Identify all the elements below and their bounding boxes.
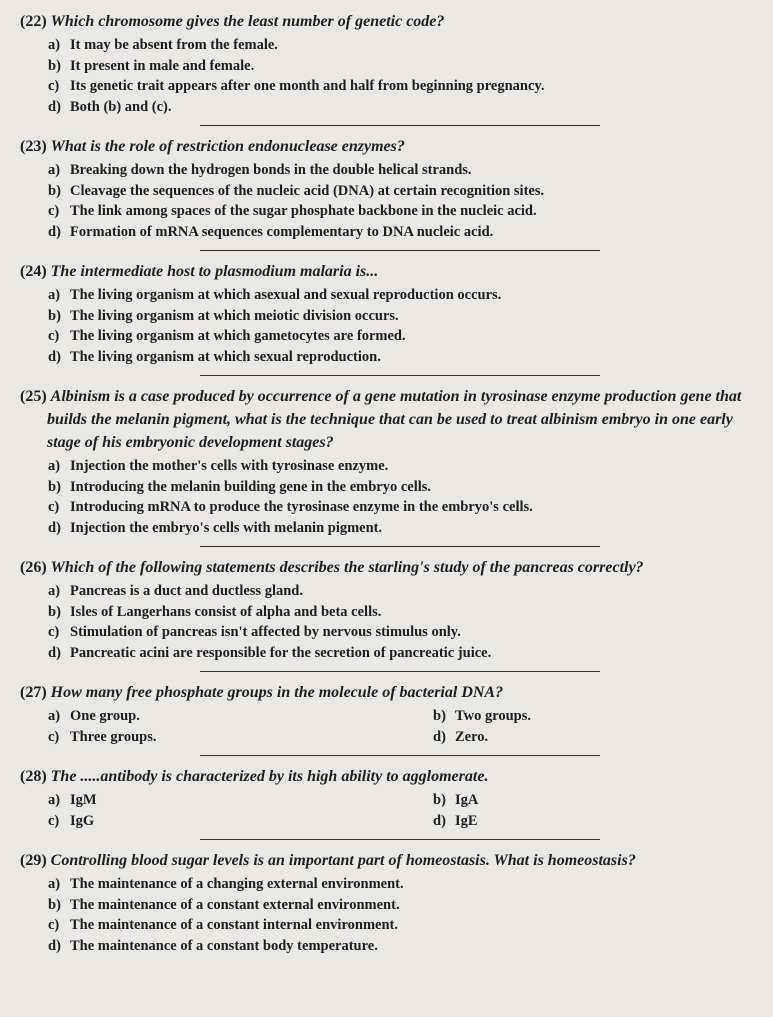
option-list bbox=[48, 160, 755, 242]
question-title bbox=[20, 385, 755, 454]
question-text: How many free phosphate groups in the molecule of bacterial DNA? bbox=[50, 684, 504, 701]
option-c[interactable] bbox=[48, 497, 755, 518]
option-letter: a) bbox=[48, 876, 61, 892]
option-d[interactable] bbox=[48, 347, 755, 368]
option-text: Its genetic trait appears after one month and half from beginning pregnancy. bbox=[70, 78, 545, 94]
question-25 bbox=[20, 385, 755, 538]
option-d[interactable] bbox=[48, 518, 755, 539]
option-a[interactable] bbox=[48, 706, 433, 727]
option-letter: b) bbox=[48, 603, 61, 620]
question-number: (29) bbox=[20, 852, 47, 869]
option-b[interactable] bbox=[433, 790, 755, 811]
option-letter: c) bbox=[48, 728, 60, 745]
option-letter: c) bbox=[48, 499, 60, 515]
question-number: (26) bbox=[20, 559, 47, 576]
question-28 bbox=[20, 765, 755, 831]
question-text: Albinism is a case produced by occurrence of a gene mutation in tyrosinase enzyme production gene that builds the melanin pigment, what is the technique that can be used to treat albinism embryo in one early stage of his embryonic development stages? bbox=[47, 388, 742, 451]
option-text: The living organism at which meiotic division occurs. bbox=[70, 307, 399, 324]
question-title bbox=[20, 849, 755, 872]
option-c[interactable] bbox=[48, 727, 433, 748]
option-text: Zero. bbox=[455, 728, 489, 745]
option-d[interactable] bbox=[48, 643, 755, 664]
question-number: (23) bbox=[20, 138, 47, 155]
option-text: One group. bbox=[70, 708, 140, 724]
option-list bbox=[48, 790, 755, 831]
option-letter: d) bbox=[48, 519, 61, 536]
option-list bbox=[48, 874, 755, 956]
option-b[interactable] bbox=[48, 477, 755, 498]
option-text: The maintenance of a changing external environment. bbox=[70, 876, 404, 892]
question-number: (25) bbox=[20, 388, 47, 405]
option-text: It may be absent from the female. bbox=[70, 37, 278, 53]
option-text: IgG bbox=[70, 812, 95, 829]
option-d[interactable] bbox=[433, 811, 755, 832]
option-letter: c) bbox=[48, 203, 60, 219]
option-text: Injection the mother's cells with tyrosinase enzyme. bbox=[70, 458, 389, 474]
question-text: What is the role of restriction endonuclease enzymes? bbox=[50, 138, 405, 155]
option-text: The living organism at which sexual reproduction. bbox=[70, 348, 381, 365]
option-letter: d) bbox=[48, 937, 61, 954]
option-b[interactable] bbox=[48, 602, 755, 623]
answer-line bbox=[200, 250, 600, 251]
option-letter: d) bbox=[48, 348, 61, 365]
option-d[interactable] bbox=[48, 222, 755, 243]
option-letter: d) bbox=[48, 223, 61, 240]
option-text: Pancreas is a duct and ductless gland. bbox=[70, 583, 303, 599]
question-number: (24) bbox=[20, 263, 47, 280]
option-text: Formation of mRNA sequences complementary to DNA nucleic acid. bbox=[70, 223, 494, 240]
question-number: (27) bbox=[20, 684, 47, 701]
option-text: Three groups. bbox=[70, 728, 157, 745]
option-letter: a) bbox=[48, 792, 61, 808]
option-b[interactable] bbox=[48, 306, 755, 327]
option-list bbox=[48, 581, 755, 663]
option-text: The maintenance of a constant external environment. bbox=[70, 896, 400, 913]
option-b[interactable] bbox=[48, 56, 755, 77]
question-title bbox=[20, 260, 755, 283]
option-c[interactable] bbox=[48, 811, 433, 832]
option-text: It present in male and female. bbox=[70, 57, 255, 74]
answer-line bbox=[200, 125, 600, 126]
option-c[interactable] bbox=[48, 915, 755, 936]
option-letter: b) bbox=[48, 478, 61, 495]
option-text: Introducing the melanin building gene in the embryo cells. bbox=[70, 478, 432, 495]
option-letter: a) bbox=[48, 458, 61, 474]
question-27 bbox=[20, 681, 755, 747]
answer-line bbox=[200, 375, 600, 376]
option-letter: c) bbox=[48, 917, 60, 933]
option-letter: d) bbox=[433, 812, 446, 829]
option-c[interactable] bbox=[48, 326, 755, 347]
option-c[interactable] bbox=[48, 201, 755, 222]
option-d[interactable] bbox=[48, 936, 755, 957]
question-text: The intermediate host to plasmodium malaria is... bbox=[50, 263, 379, 280]
option-letter: b) bbox=[48, 182, 61, 199]
option-b[interactable] bbox=[48, 181, 755, 202]
option-text: IgE bbox=[455, 812, 478, 829]
option-d[interactable] bbox=[48, 97, 755, 118]
option-letter: a) bbox=[48, 287, 61, 303]
option-letter: b) bbox=[48, 57, 61, 74]
option-text: Both (b) and (c). bbox=[70, 98, 172, 115]
option-b[interactable] bbox=[433, 706, 755, 727]
option-a[interactable] bbox=[48, 581, 755, 602]
option-letter: a) bbox=[48, 708, 61, 724]
option-letter: c) bbox=[48, 624, 60, 640]
option-b[interactable] bbox=[48, 895, 755, 916]
question-number: (22) bbox=[20, 13, 47, 30]
question-24 bbox=[20, 260, 755, 367]
option-a[interactable] bbox=[48, 160, 755, 181]
option-text: Introducing mRNA to produce the tyrosinase enzyme in the embryo's cells. bbox=[70, 499, 533, 515]
option-letter: a) bbox=[48, 37, 61, 53]
option-text: Injection the embryo's cells with melanin pigment. bbox=[70, 519, 383, 536]
option-letter: c) bbox=[48, 78, 60, 94]
question-text: Which of the following statements describes the starling's study of the pancreas correctly? bbox=[50, 559, 644, 576]
option-list bbox=[48, 35, 755, 117]
option-a[interactable] bbox=[48, 35, 755, 56]
question-23 bbox=[20, 135, 755, 242]
option-text: Stimulation of pancreas isn't affected by nervous stimulus only. bbox=[70, 624, 461, 640]
question-title bbox=[20, 556, 755, 579]
question-title bbox=[20, 135, 755, 158]
option-text: IgA bbox=[455, 792, 479, 808]
option-text: The link among spaces of the sugar phosphate backbone in the nucleic acid. bbox=[70, 203, 537, 219]
option-letter: b) bbox=[433, 792, 446, 808]
question-title bbox=[20, 681, 755, 704]
answer-line bbox=[200, 839, 600, 840]
option-letter: d) bbox=[433, 728, 446, 745]
option-a[interactable] bbox=[48, 456, 755, 477]
question-26 bbox=[20, 556, 755, 663]
option-text: The living organism at which asexual and sexual reproduction occurs. bbox=[70, 287, 502, 303]
option-text: The maintenance of a constant internal environment. bbox=[70, 917, 398, 933]
option-text: IgM bbox=[70, 792, 97, 808]
question-number: (28) bbox=[20, 768, 47, 785]
option-letter: b) bbox=[48, 896, 61, 913]
question-22 bbox=[20, 10, 755, 117]
option-list bbox=[48, 706, 755, 747]
question-29 bbox=[20, 849, 755, 956]
option-letter: a) bbox=[48, 162, 61, 178]
option-text: Breaking down the hydrogen bonds in the double helical strands. bbox=[70, 162, 472, 178]
option-a[interactable] bbox=[48, 790, 433, 811]
option-text: Cleavage the sequences of the nucleic acid (DNA) at certain recognition sites. bbox=[70, 182, 545, 199]
option-text: The maintenance of a constant body temperature. bbox=[70, 937, 378, 954]
option-c[interactable] bbox=[48, 76, 755, 97]
option-list bbox=[48, 285, 755, 367]
option-letter: b) bbox=[48, 307, 61, 324]
option-a[interactable] bbox=[48, 874, 755, 895]
option-a[interactable] bbox=[48, 285, 755, 306]
option-list bbox=[48, 456, 755, 538]
option-d[interactable] bbox=[433, 727, 755, 748]
option-letter: a) bbox=[48, 583, 61, 599]
question-text: Controlling blood sugar levels is an important part of homeostasis. What is homeostasis? bbox=[50, 852, 636, 869]
option-letter: b) bbox=[433, 708, 446, 724]
option-letter: d) bbox=[48, 644, 61, 661]
option-text: Isles of Langerhans consist of alpha and beta cells. bbox=[70, 603, 382, 620]
question-text: Which chromosome gives the least number of genetic code? bbox=[50, 13, 445, 30]
question-title bbox=[20, 10, 755, 33]
answer-line bbox=[200, 755, 600, 756]
option-c[interactable] bbox=[48, 622, 755, 643]
option-text: Pancreatic acini are responsible for the secretion of pancreatic juice. bbox=[70, 644, 492, 661]
question-text: The .....antibody is characterized by its high ability to agglomerate. bbox=[50, 768, 489, 785]
question-title bbox=[20, 765, 755, 788]
option-text: The living organism at which gametocytes are formed. bbox=[70, 328, 406, 344]
option-text: Two groups. bbox=[455, 708, 532, 724]
option-letter: c) bbox=[48, 328, 60, 344]
option-letter: c) bbox=[48, 812, 60, 829]
answer-line bbox=[200, 671, 600, 672]
option-letter: d) bbox=[48, 98, 61, 115]
answer-line bbox=[200, 546, 600, 547]
